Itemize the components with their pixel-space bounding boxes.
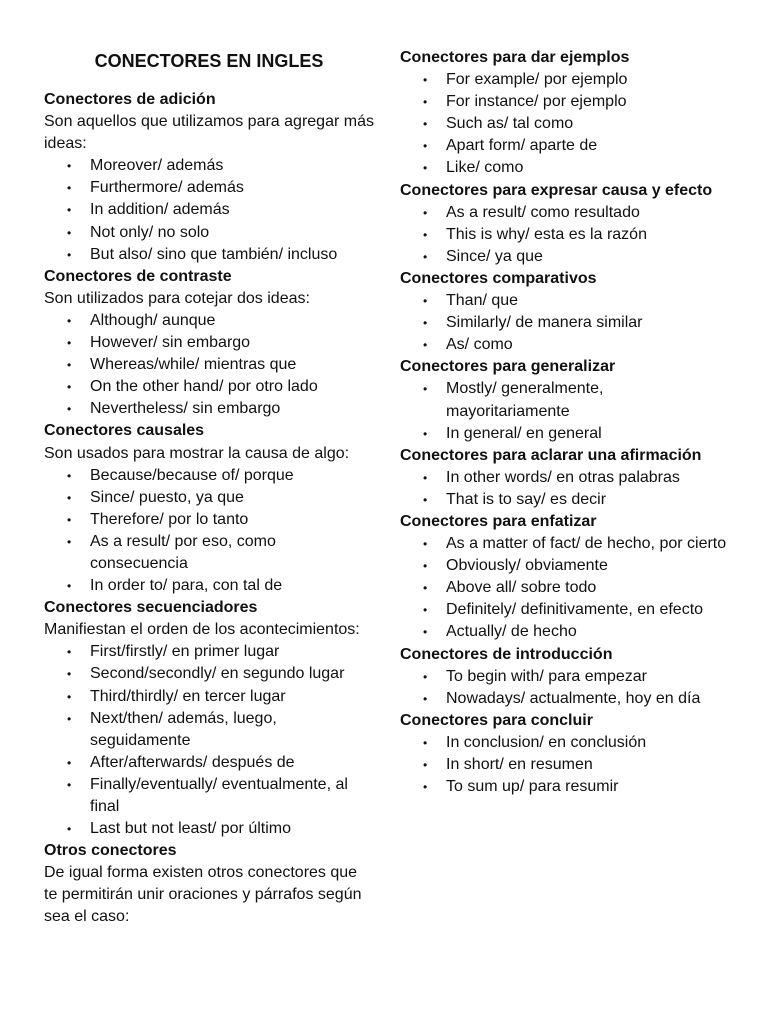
- list-item: • Whereas/while/ mientras que: [90, 354, 374, 376]
- section-intro: Son usados para mostrar la causa de algo:: [44, 444, 350, 462]
- list-item: • In general/ en general: [446, 423, 730, 445]
- section-heading: Conectores comparativos: [400, 269, 597, 287]
- connector-list: [400, 732, 730, 798]
- section-heading: Conectores causales: [44, 422, 205, 440]
- list-item: • Similarly/ de manera similar: [446, 312, 730, 334]
- list-item: • However/ sin embargo: [90, 332, 374, 354]
- list-item: • That is to say/ es decir: [446, 489, 730, 511]
- list-item: • To sum up/ para resumir: [446, 776, 730, 798]
- list-item: • Nevertheless/ sin embargo: [90, 398, 374, 420]
- list-item: • Not only/ no solo: [90, 222, 374, 244]
- connector-section: [400, 268, 730, 356]
- list-item: • In order to/ para, con tal de: [90, 575, 374, 597]
- connector-list: [44, 155, 374, 265]
- connector-section: [44, 597, 374, 840]
- connector-section: [400, 47, 730, 180]
- list-item: • As a result/ como resultado: [446, 202, 730, 224]
- connector-list: [400, 290, 730, 356]
- connector-section: [400, 710, 730, 798]
- list-item: • Finally/eventually/ eventualmente, al final: [90, 774, 374, 818]
- list-item: • As a matter of fact/ de hecho, por cierto: [446, 533, 730, 555]
- connector-list: [44, 465, 374, 598]
- list-item: • In conclusion/ en conclusión: [446, 732, 730, 754]
- section-intro: Son utilizados para cotejar dos ideas:: [44, 289, 310, 307]
- list-item: • Last but not least/ por último: [90, 818, 374, 840]
- left-sections: [44, 89, 374, 929]
- list-item: • As/ como: [446, 334, 730, 356]
- section-heading: Conectores para dar ejemplos: [400, 49, 630, 66]
- list-item: • On the other hand/ por otro lado: [90, 376, 374, 398]
- list-item: • Although/ aunque: [90, 310, 374, 332]
- right-sections: [400, 47, 730, 798]
- section-heading: Conectores de contraste: [44, 267, 232, 285]
- section-intro: Son aquellos que utilizamos para agregar más ideas:: [44, 113, 374, 153]
- list-item: • Definitely/ definitivamente, en efecto: [446, 599, 730, 621]
- list-item: • Than/ que: [446, 290, 730, 312]
- section-heading: Conectores para enfatizar: [400, 512, 597, 530]
- section-heading: Conectores para generalizar: [400, 358, 616, 376]
- list-item: • Mostly/ generalmente, mayoritariamente: [446, 378, 730, 422]
- connector-list: [400, 533, 730, 643]
- list-item: • In addition/ además: [90, 199, 374, 221]
- connector-section: [44, 840, 374, 928]
- list-item: • Above all/ sobre todo: [446, 577, 730, 599]
- connector-list: [400, 378, 730, 444]
- list-item: • Next/then/ además, luego, seguidamente: [90, 708, 374, 752]
- list-item: • First/firstly/ en primer lugar: [90, 641, 374, 663]
- connector-list: [44, 641, 374, 840]
- right-column: [400, 47, 730, 798]
- list-item: • Since/ ya que: [446, 246, 730, 268]
- list-item: • In other words/ en otras palabras: [446, 467, 730, 489]
- section-heading: Conectores secuenciadores: [44, 599, 258, 617]
- connector-list: [44, 310, 374, 420]
- list-item: • In short/ en resumen: [446, 754, 730, 776]
- section-intro: Manifiestan el orden de los acontecimientos:: [44, 621, 360, 639]
- left-column: [44, 48, 374, 929]
- list-item: • Third/thirdly/ en tercer lugar: [90, 686, 374, 708]
- list-item: • Since/ puesto, ya que: [90, 487, 374, 509]
- section-intro: De igual forma existen otros conectores que te permitirán unir oraciones y párrafos según sea el caso:: [44, 864, 362, 926]
- connector-list: [400, 69, 730, 179]
- section-heading: Conectores de introducción: [400, 645, 613, 663]
- list-item: • Nowadays/ actualmente, hoy en día: [446, 688, 730, 710]
- list-item: • Therefore/ por lo tanto: [90, 509, 374, 531]
- list-item: • Second/secondly/ en segundo lugar: [90, 663, 374, 685]
- list-item: • For example/ por ejemplo: [446, 69, 730, 91]
- connector-section: [400, 180, 730, 268]
- list-item: • This is why/ esta es la razón: [446, 224, 730, 246]
- list-item: • But also/ sino que también/ incluso: [90, 244, 374, 266]
- list-item: • After/afterwards/ después de: [90, 752, 374, 774]
- section-heading: Conectores para aclarar una afirmación: [400, 446, 702, 464]
- list-item: • As a result/ por eso, como consecuencia: [90, 531, 374, 575]
- connector-list: [400, 202, 730, 268]
- list-item: • Like/ como: [446, 157, 730, 179]
- list-item: • For instance/ por ejemplo: [446, 91, 730, 113]
- connector-list: [400, 666, 730, 710]
- list-item: • Actually/ de hecho: [446, 621, 730, 643]
- connector-list: [400, 467, 730, 511]
- list-item: • To begin with/ para empezar: [446, 666, 730, 688]
- connector-section: [400, 511, 730, 644]
- connector-section: [44, 266, 374, 421]
- connector-section: [400, 356, 730, 444]
- list-item: • Apart form/ aparte de: [446, 135, 730, 157]
- connector-section: [400, 445, 730, 511]
- document-title: CONECTORES EN INGLES: [94, 51, 324, 71]
- connector-section: [44, 420, 374, 597]
- list-item: • Moreover/ además: [90, 155, 374, 177]
- connector-section: [44, 89, 374, 266]
- section-heading: Otros conectores: [44, 842, 177, 860]
- list-item: • Such as/ tal como: [446, 113, 730, 135]
- section-heading: Conectores de adición: [44, 91, 216, 108]
- section-heading: Conectores para concluir: [400, 711, 593, 729]
- list-item: • Furthermore/ además: [90, 177, 374, 199]
- list-item: • Obviously/ obviamente: [446, 555, 730, 577]
- section-heading: Conectores para expresar causa y efecto: [400, 181, 713, 199]
- list-item: • Because/because of/ porque: [90, 465, 374, 487]
- connector-section: [400, 644, 730, 710]
